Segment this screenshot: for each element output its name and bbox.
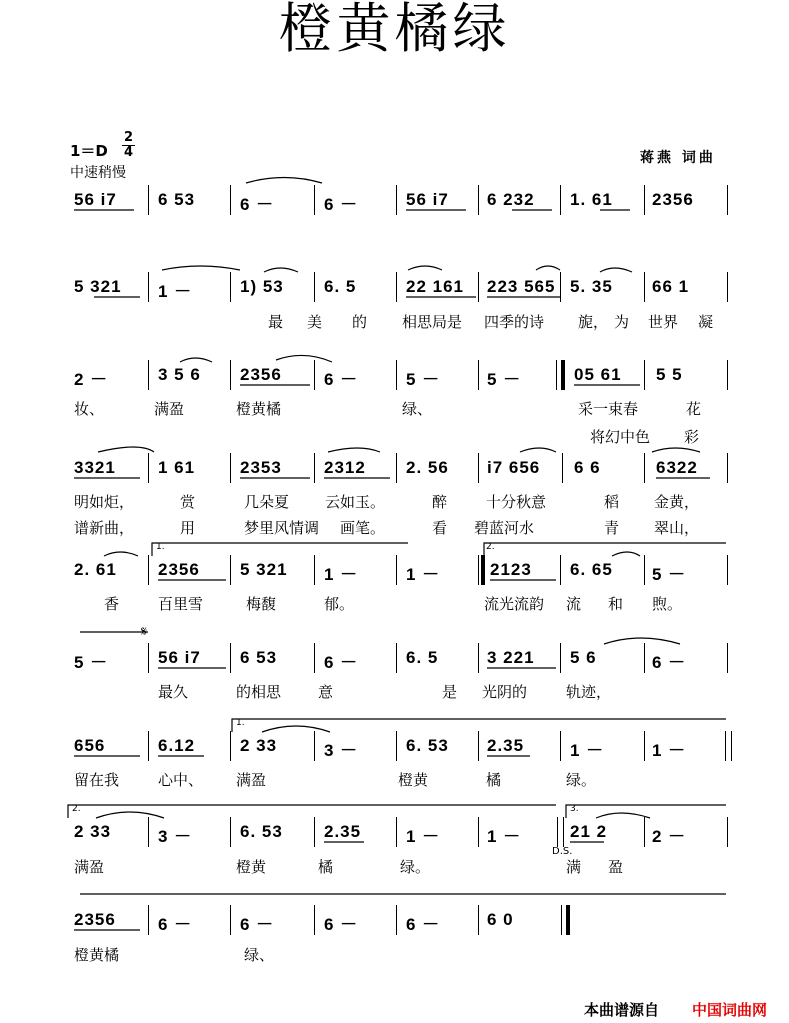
lyric: 金黄， xyxy=(654,493,700,511)
lyric: 看 xyxy=(432,519,448,537)
lyric: 旎， xyxy=(578,313,609,331)
lyric: 梅馥 xyxy=(246,595,277,613)
lyric: 为 xyxy=(614,313,630,331)
measure-4-7: 6 6 xyxy=(574,458,601,477)
measure-7-4: 3 － xyxy=(324,741,359,760)
measure-8-6: 1 － xyxy=(487,827,522,846)
lyric: 郁。 xyxy=(324,595,355,613)
lyric: 画笔。 xyxy=(340,519,386,537)
measure-4-5: 2. 56 xyxy=(406,458,449,477)
lyric: 醉 xyxy=(432,493,448,511)
lyric: 凝 xyxy=(698,313,714,331)
volta-3-label: 3. xyxy=(570,804,579,814)
lyric: 满 xyxy=(566,858,582,876)
lyric: 采一束春 xyxy=(578,400,639,418)
measure-6-4: 6 － xyxy=(324,653,359,672)
lyric: 的相思 xyxy=(236,683,282,701)
lyric: 相思局是 xyxy=(402,313,463,331)
measure-8-3: 6. 53 xyxy=(240,822,283,841)
lyric: 绿。 xyxy=(400,858,431,876)
measure-5-2: 2356 xyxy=(158,560,200,579)
measure-9-4: 6 － xyxy=(324,915,359,934)
key-signature: 1＝D xyxy=(70,142,108,160)
lyric: 最 xyxy=(268,313,284,331)
lyric: 将幻中色 xyxy=(590,428,651,446)
volta-1-label: 1. xyxy=(156,542,165,552)
measure-3-7: 05 61 xyxy=(574,365,622,384)
lyric: 盈 xyxy=(608,858,624,876)
measure-4-6: i7 656 xyxy=(487,458,541,477)
measure-7-7: 1 － xyxy=(570,741,605,760)
measure-4-8: 6322 xyxy=(656,458,698,477)
measure-1-1: 56 i7 xyxy=(74,190,117,209)
measure-4-3: 2353 xyxy=(240,458,282,477)
volta-2-label: 2. xyxy=(486,542,495,552)
lyric: 绿、 xyxy=(402,400,433,418)
lyric: 妆、 xyxy=(74,400,105,418)
lyric: 稻 xyxy=(604,493,620,511)
measure-6-5: 6. 5 xyxy=(406,648,439,667)
lyric: 意 xyxy=(318,683,334,701)
meter-top: 2 xyxy=(124,130,134,145)
lyric: 四季的诗 xyxy=(484,313,545,331)
lyric: 橙黄 xyxy=(236,858,267,876)
measure-9-1: 2356 xyxy=(74,910,116,929)
lyric: 轨迹， xyxy=(566,683,612,701)
measure-1-2: 6 53 xyxy=(158,190,196,209)
measure-6-1: 5 － xyxy=(74,653,109,672)
measure-3-3: 2356 xyxy=(240,365,282,384)
measure-8-2: 3 － xyxy=(158,827,193,846)
lyric: 留在我 xyxy=(74,771,120,789)
lyric: 流 xyxy=(566,595,582,613)
lyric: 香 xyxy=(104,595,120,613)
measure-4-4: 2312 xyxy=(324,458,366,477)
measure-1-6: 6 232 xyxy=(487,190,535,209)
measure-4-1: 3321 xyxy=(74,458,116,477)
measure-8-5: 1 － xyxy=(406,827,441,846)
measure-6-6: 3 221 xyxy=(487,648,535,667)
measure-3-2: 3 5 6 xyxy=(158,365,201,384)
measure-7-2: 6.12 xyxy=(158,736,196,755)
page-title: 橙黄橘绿 xyxy=(278,0,511,60)
measure-3-5: 5 － xyxy=(406,370,441,389)
composer-credit: 蒋燕 词曲 xyxy=(640,150,716,166)
measure-3-1: 2 － xyxy=(74,370,109,389)
footer-site-link[interactable]: 中国词曲网 xyxy=(692,1001,768,1019)
measure-4-2: 1 61 xyxy=(158,458,196,477)
measure-2-2: 1 － xyxy=(158,282,193,301)
lyric: 十分秋意 xyxy=(486,493,547,511)
measure-9-5: 6 － xyxy=(406,915,441,934)
lyric: 满盈 xyxy=(74,858,105,876)
measure-5-7: 6. 65 xyxy=(570,560,613,579)
segno-sign: 𝄋 xyxy=(141,624,148,640)
lyric: 和 xyxy=(608,595,624,613)
lyric: 光阴的 xyxy=(482,683,528,701)
lyric: 绿、 xyxy=(244,946,275,964)
measure-2-7: 5. 35 xyxy=(570,277,613,296)
measure-5-4: 1 － xyxy=(324,565,359,584)
measure-3-4: 6 － xyxy=(324,370,359,389)
measure-6-3: 6 53 xyxy=(240,648,278,667)
measure-2-5: 22 161 xyxy=(406,277,464,296)
lyric: 流光流韵 xyxy=(484,595,545,613)
tempo-marking: 中速稍慢 xyxy=(70,165,126,181)
measure-8-7: 21 2 xyxy=(570,822,608,841)
measure-8-4: 2.35 xyxy=(324,822,362,841)
measure-1-3: 6 － xyxy=(240,195,275,214)
lyric: 满盈 xyxy=(154,400,185,418)
volta-1-label: 1. xyxy=(236,718,245,728)
lyric: 橘 xyxy=(486,771,502,789)
measure-5-8: 5 － xyxy=(652,565,687,584)
lyric: 最久 xyxy=(158,683,189,701)
measure-7-3: 2 33 xyxy=(240,736,278,755)
lyric: 是 xyxy=(442,683,458,701)
footer-source-label: 本曲谱源自 xyxy=(584,1001,660,1019)
measure-7-6: 2.35 xyxy=(487,736,525,755)
measure-2-6: 223 565 xyxy=(487,277,556,296)
measure-2-1: 5 321 xyxy=(74,277,122,296)
volta-2-label: 2. xyxy=(72,804,81,814)
lyric: 绿。 xyxy=(566,771,597,789)
lyric: 赏 xyxy=(180,493,196,511)
measure-2-4: 6. 5 xyxy=(324,277,357,296)
lyric: 满盈 xyxy=(236,771,267,789)
measure-9-6: 6 0 xyxy=(487,910,514,929)
measure-7-8: 1 － xyxy=(652,741,687,760)
measure-6-8: 6 － xyxy=(652,653,687,672)
measure-7-5: 6. 53 xyxy=(406,736,449,755)
lyric: 煦。 xyxy=(652,595,683,613)
measure-1-7: 1. 61 xyxy=(570,190,613,209)
lyric: 的 xyxy=(352,313,368,331)
lyric: 碧蓝河水 xyxy=(474,519,535,537)
measure-7-1: 656 xyxy=(74,736,106,755)
lyric: 翠山， xyxy=(654,519,700,537)
measure-1-5: 56 i7 xyxy=(406,190,449,209)
measure-5-5: 1 － xyxy=(406,565,441,584)
measure-5-6: 2123 xyxy=(490,560,532,579)
lyric: 橙黄橘 xyxy=(74,946,120,964)
meter-bottom: 4 xyxy=(124,145,134,160)
dal-segno: D.S. xyxy=(552,846,573,857)
measure-3-8: 5 5 xyxy=(656,365,683,384)
lyric: 谱新曲， xyxy=(74,519,135,537)
measure-9-2: 6 － xyxy=(158,915,193,934)
lyric: 百里雪 xyxy=(158,595,204,613)
lyric: 橙黄 xyxy=(398,771,429,789)
measure-8-8: 2 － xyxy=(652,827,687,846)
measure-1-8: 2356 xyxy=(652,190,694,209)
measure-9-3: 6 － xyxy=(240,915,275,934)
measure-6-2: 56 i7 xyxy=(158,648,201,667)
lyric: 心中、 xyxy=(158,771,204,789)
lyric: 世界 xyxy=(648,313,679,331)
lyric: 美 xyxy=(307,313,323,331)
measure-2-3: 1) 53 xyxy=(240,277,284,296)
measure-2-8: 66 1 xyxy=(652,277,690,296)
measure-6-7: 5 6 xyxy=(570,648,597,667)
lyric: 梦里风情调 xyxy=(244,519,320,537)
lyric: 花 xyxy=(686,400,702,418)
measure-5-1: 2. 61 xyxy=(74,560,117,579)
lyric: 明如炬， xyxy=(74,493,135,511)
lyric: 彩 xyxy=(684,428,700,446)
lyric: 用 xyxy=(180,519,196,537)
lyric: 橙黄橘 xyxy=(236,400,282,418)
measure-5-3: 5 321 xyxy=(240,560,288,579)
measure-1-4: 6 － xyxy=(324,195,359,214)
lyric: 青 xyxy=(604,519,620,537)
measure-3-6: 5 － xyxy=(487,370,522,389)
lyric: 几朵夏 xyxy=(244,493,290,511)
lyric: 橘 xyxy=(318,858,334,876)
measure-8-1: 2 33 xyxy=(74,822,112,841)
lyric: 云如玉。 xyxy=(325,493,386,511)
